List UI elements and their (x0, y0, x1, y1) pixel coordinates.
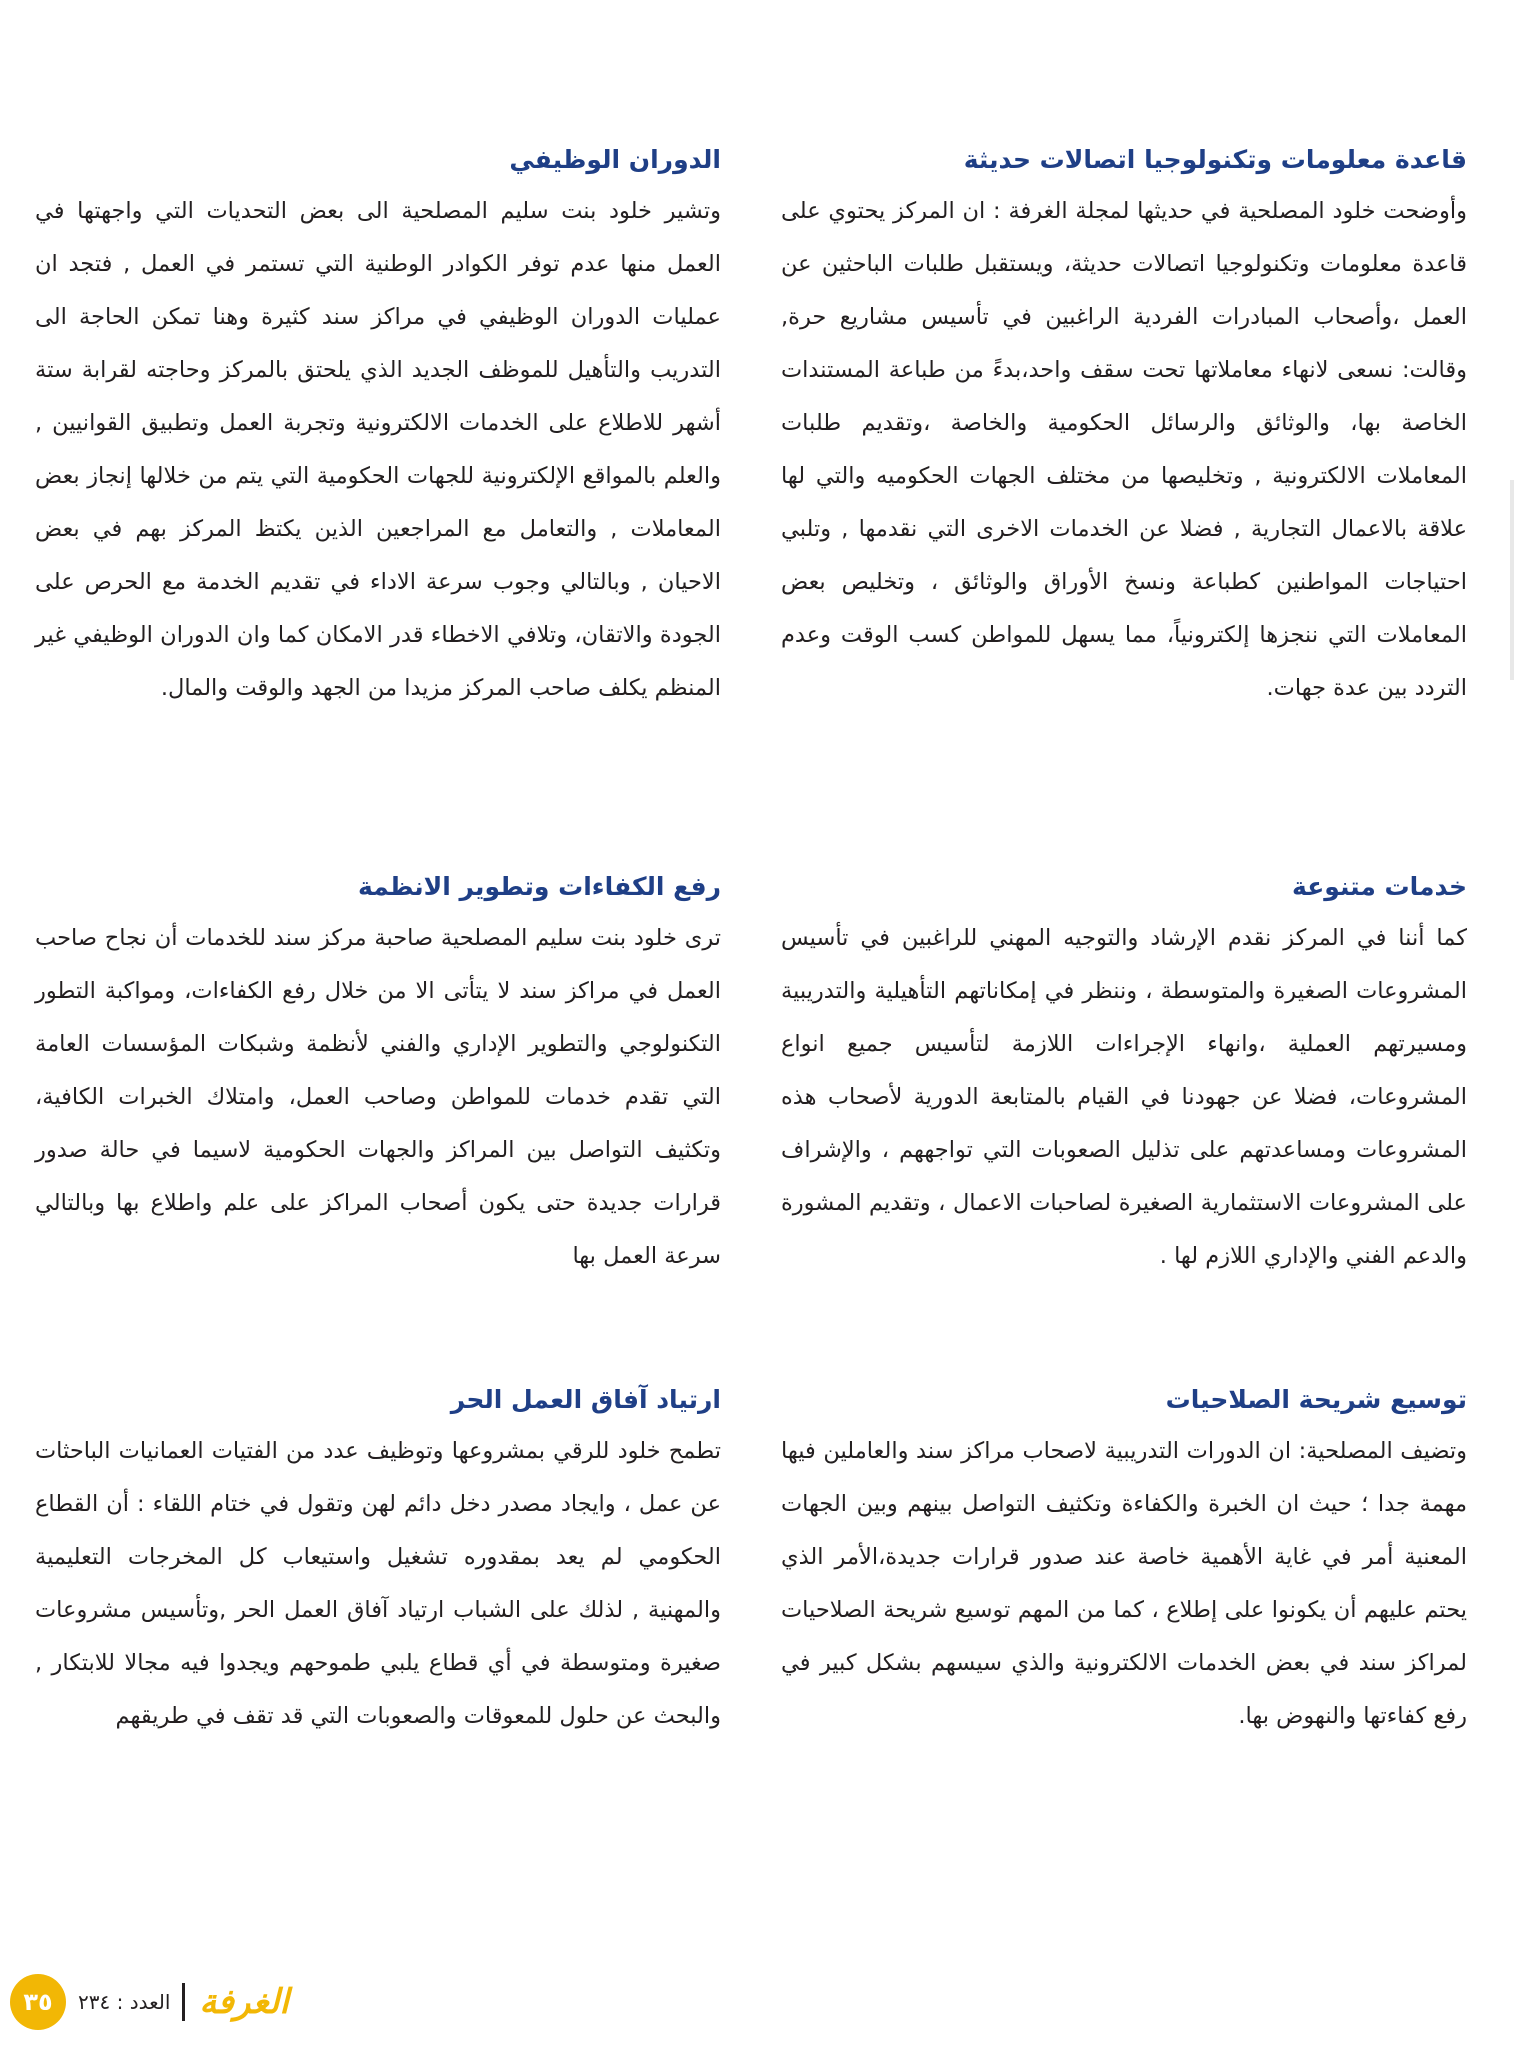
section-title: توسيع شريحة الصلاحيات (1165, 1385, 1467, 1414)
section-title: الدوران الوظيفي (509, 145, 721, 174)
article-section (35, 1375, 721, 1743)
article-section (781, 862, 1467, 1283)
section-body: وأوضحت خلود المصلحية في حديثها لمجلة الغرفة : ان المركز يحتوي على قاعدة معلومات وتكنولوجيا اتصالات حديثة، ويستقبل طلبات الباحثين عن العمل ،وأصحاب المبادرات الفردية الراغبين في تأسيس مشاريع حرة, وقالت: نسعى لانهاء معاملاتها تحت سقف واحد،بدءً من طباعة المستندات الخاصة بها، والوثائق والرسائل الحكومية والخاصة ،وتقديم طلبات المعاملات الالكترونية , وتخليصها من مختلف الجهات الحكوميه والتي لها علاقة بالاعمال التجارية , فضلا عن الخدمات الاخرى التي نقدمها , وتلبي احتياجات المواطنين كطباعة ونسخ الأوراق والوثائق ، وتخليص بعض المعاملات التي ننجزها إلكترونياً، مما يسهل للمواطن كسب الوقت وعدم التردد بين عدة جهات. (781, 198, 1467, 701)
magazine-logo: الغرفة (199, 1982, 289, 2022)
page-footer (10, 1972, 289, 2032)
page-edge-mark (1510, 480, 1514, 680)
article-section (781, 1375, 1467, 1743)
section-body: وتشير خلود بنت سليم المصلحية الى بعض التحديات التي واجهتها في العمل منها عدم توفر الكوادر الوطنية التي تستمر في العمل , فتجد ان عمليات الدوران الوظيفي في مراكز سند كثيرة وهنا تمكن الحاجة الى التدريب والتأهيل للموظف الجديد الذي يلحتق بالمركز وحاجته لقرابة ستة أشهر للاطلاع على الخدمات الالكترونية وتجربة العمل وتطبيق القوانيين , والعلم بالمواقع الإلكترونية للجهات الحكومية التي يتم من خلالها إنجاز بعض المعاملات , والتعامل مع المراجعين الذين يكتظ المركز بهم في بعض الاحيان , وبالتالي وجوب سرعة الاداء في تقديم الخدمة مع الحرص على الجودة والاتقان، وتلافي الاخطاء قدر الامكان كما وان الدوران الوظيفي غير المنظم يكلف صاحب المركز مزيدا من الجهد والوقت والمال. (35, 198, 721, 701)
article-section (781, 135, 1467, 715)
section-title: خدمات متنوعة (1292, 872, 1467, 901)
issue-number: العدد : ٢٣٤ (78, 1990, 171, 2014)
section-title: ارتياد آفاق العمل الحر (450, 1385, 721, 1414)
article-section (35, 135, 721, 715)
section-body: تطمح خلود للرقي بمشروعها وتوظيف عدد من الفتيات العمانيات الباحثات عن عمل ، وايجاد مصدر دخل دائم لهن وتقول في ختام اللقاء : أن القطاع الحكومي لم يعد بمقدوره تشغيل واستيعاب كل المخرجات التعليمية والمهنية , لذلك على الشباب ارتياد آفاق العمل الحر ,وتأسيس مشروعات صغيرة ومتوسطة في أي قطاع يلبي طموحهم ويجدوا فيه مجالا للابتكار , والبحث عن حلول للمعوقات والصعوبات التي قد تقف في طريقهم (35, 1438, 721, 1729)
section-body: كما أننا في المركز نقدم الإرشاد والتوجيه المهني للراغبين في تأسيس المشروعات الصغيرة والمتوسطة ، وننظر في إمكاناتهم التأهيلية والتدريبية ومسيرتهم العملية ،وانهاء الإجراءات اللازمة لتأسيس جميع انواع المشروعات، فضلا عن جهودنا في القيام بالمتابعة الدورية لأصحاب هذه المشروعات ومساعدتهم على تذليل الصعوبات التي تواجههم ، والإشراف على المشروعات الاستثمارية الصغيرة لصاحبات الاعمال ، وتقديم المشورة والدعم الفني والإداري اللازم لها . (781, 925, 1467, 1269)
article-section (35, 862, 721, 1283)
section-title: قاعدة معلومات وتكنولوجيا اتصالات حديثة (963, 145, 1467, 174)
page-number-badge: ٣٥ (10, 1974, 66, 2030)
footer-divider (182, 1983, 185, 2021)
section-body: ترى خلود بنت سليم المصلحية صاحبة مركز سند للخدمات أن نجاح صاحب العمل في مراكز سند لا يتأتى الا من خلال رفع الكفاءات، ومواكبة التطور التكنولوجي والتطوير الإداري والفني لأنظمة وشبكات المؤسسات العامة التي تقدم خدمات للمواطن وصاحب العمل، وامتلاك الخبرات الكافية، وتكثيف التواصل بين المراكز والجهات الحكومية لاسيما في حالة صدور قرارات جديدة حتى يكون أصحاب المراكز على علم واطلاع بها وبالتالي سرعة العمل بها (35, 925, 721, 1269)
section-title: رفع الكفاءات وتطوير الانظمة (357, 872, 721, 901)
section-body: وتضيف المصلحية: ان الدورات التدريبية لاصحاب مراكز سند والعاملين فيها مهمة جدا ؛ حيث ان الخبرة والكفاءة وتكثيف التواصل بينهم وبين الجهات المعنية أمر في غاية الأهمية خاصة عند صدور قرارات جديدة،الأمر الذي يحتم عليهم أن يكونوا على إطلاع ، كما من المهم توسيع شريحة الصلاحيات لمراكز سند في بعض الخدمات الالكترونية والذي سيسهم بشكل كبير في رفع كفاءتها والنهوض بها. (781, 1438, 1467, 1729)
